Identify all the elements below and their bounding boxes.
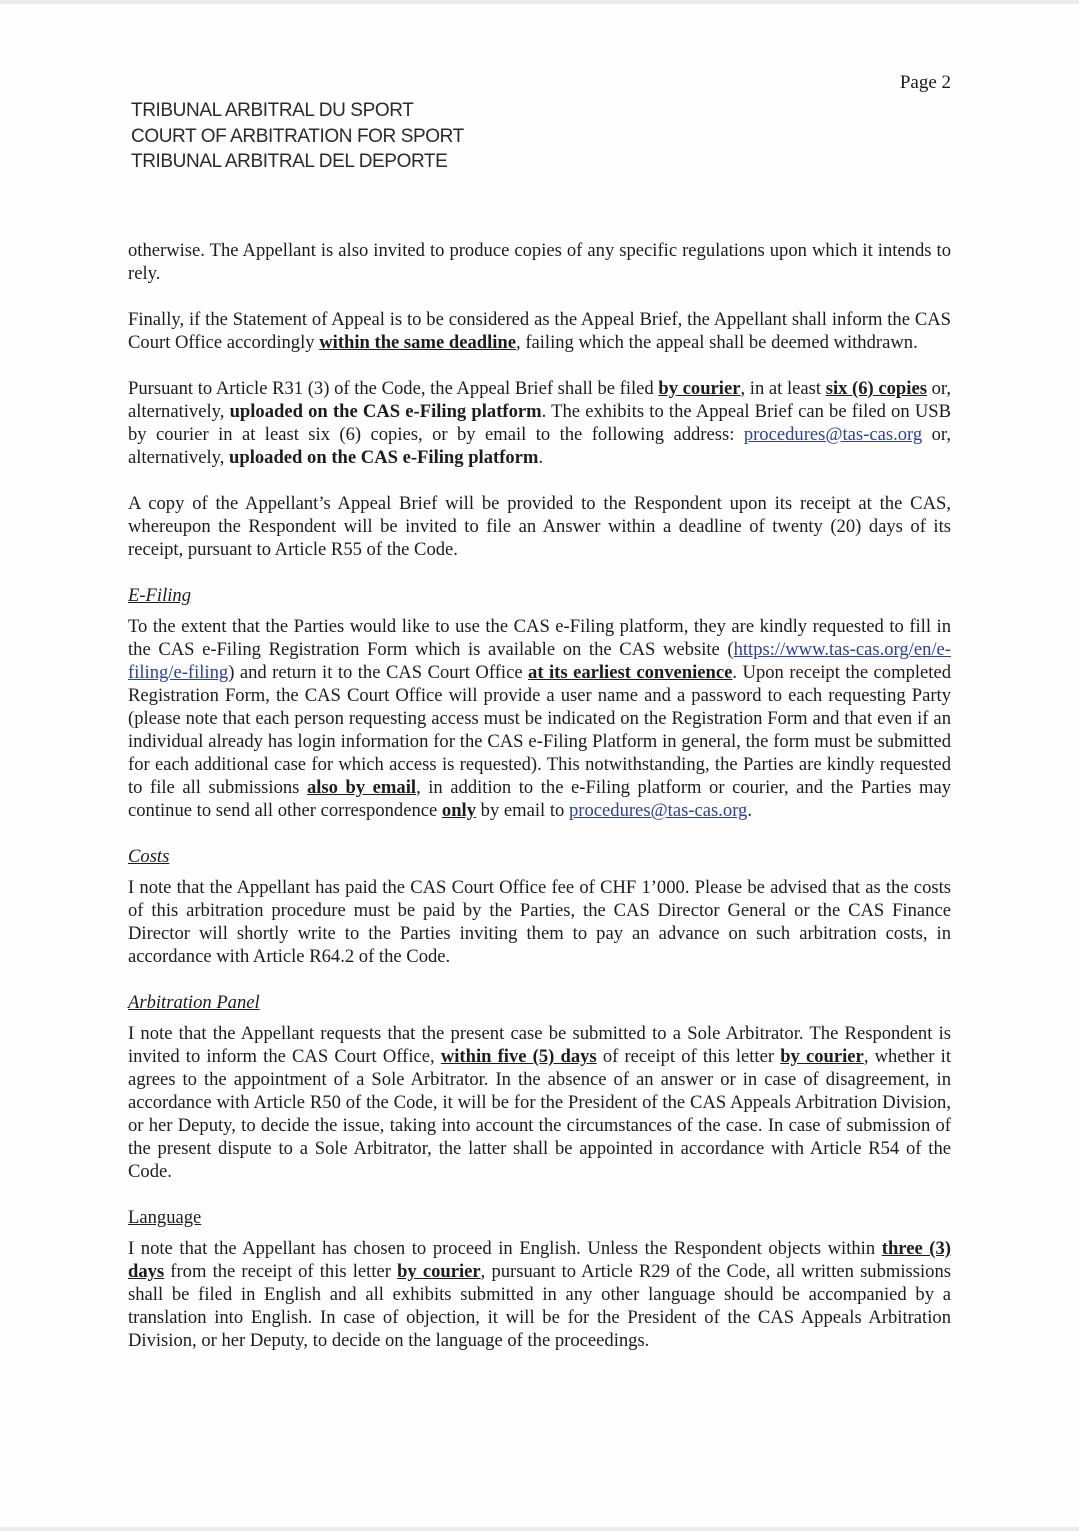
letter-body <box>128 239 951 1375</box>
paragraph-arbitration-panel: I note that the Appellant requests that the present case be submitted to a Sole Arbitrator. The Respondent is invited to inform the CAS Court Office, within five (5) days of receipt of this letter by courier, whether it agrees to the appointment of a Sole Arbitrator. In the absence of an answer or in case of disagreement, in accordance with Article R50 of the Code, it will be for the President of the CAS Appeals Arbitration Division, or her Deputy, to decide the issue, taking into account the circumstances of the case. In case of submission of the present dispute to a Sole Arbitrator, the latter shall be appointed in accordance with Article R54 of the Code. <box>128 1023 951 1182</box>
bold-efiling-upload-2: uploaded on the CAS e-Filing platform <box>229 447 539 468</box>
emphasis-deadline: within the same deadline <box>319 332 517 353</box>
page-number: Page 2 <box>899 72 951 93</box>
letterhead-line-fr: TRIBUNAL ARBITRAL DU SPORT <box>131 100 414 121</box>
paragraph-costs: I note that the Appellant has paid the CAS Court Office fee of CHF 1’000. Please be advised that as the costs of this arbitration procedure must be paid by the Parties, the CAS Director General or the CAS Finance Director will shortly write to the Parties inviting them to pay an advance on such arbitration costs, in accordance with Article R64.2 of the Code. <box>128 877 951 967</box>
paragraph-efiling: To the extent that the Parties would like to use the CAS e-Filing platform, they are kindly requested to fill in the CAS e-Filing Registration Form which is available on the CAS website (https://www.tas-cas.org/en/e-filing/e-filing) and return it to the CAS Court Office at its earliest convenience. Upon receipt the completed Registration Form, the CAS Court Office will provide a user name and a password to each requesting Party (please note that each person requesting access must be indicated on the Registration Form and that even if an individual already has login information for the CAS e-Filing Platform in general, the form must be submitted for each additional case for which access is requested). This notwithstanding, the Parties are kindly requested to file all submissions also by email, in addition to the e-Filing platform or courier, and the Parties may continue to send all other correspondence only by email to procedures@tas-cas.org. <box>128 616 951 821</box>
section-heading-language: Language <box>128 1207 202 1228</box>
section-heading-efiling: E-Filing <box>128 585 191 606</box>
paragraph-language: I note that the Appellant has chosen to proceed in English. Unless the Respondent objects within three (3) days from the receipt of this letter by courier, pursuant to Article R29 of the Code, all written submissions shall be filed in English and all exhibits submitted in any other language should be accompanied by a translation into English. In case of objection, it will be for the President of the CAS Appeals Arbitration Division, or her Deputy, to decide on the language of the proceedings. <box>128 1238 951 1351</box>
section-heading-arbitration-panel: Arbitration Panel <box>128 992 260 1013</box>
email-link-procedures[interactable]: procedures@tas-cas.org <box>743 424 923 445</box>
emphasis-only: only <box>441 800 477 821</box>
paragraph-regulations: otherwise. The Appellant is also invited to produce copies of any specific regulations upon which it intends to rely. <box>128 240 951 284</box>
paragraph-answer-deadline: A copy of the Appellant’s Appeal Brief will be provided to the Respondent upon its receipt at the CAS, whereupon the Respondent will be invited to file an Answer within a deadline of twenty (20) days of its receipt, pursuant to Article R55 of the Code. <box>128 493 951 560</box>
emphasis-by-courier-2: by courier <box>780 1046 864 1067</box>
emphasis-also-by-email: also by email <box>306 777 417 798</box>
emphasis-by-courier: by courier <box>658 378 741 399</box>
email-link-procedures-2[interactable]: procedures@tas-cas.org <box>568 800 748 821</box>
emphasis-earliest-convenience: at its earliest convenience <box>528 662 733 683</box>
emphasis-five-days: within five (5) days <box>440 1046 597 1067</box>
letterhead <box>131 98 464 175</box>
emphasis-by-courier-3: by courier <box>397 1261 481 1282</box>
efiling-website-link[interactable]: https://www.tas-cas.org/en/e-filing/e-filing <box>128 639 951 683</box>
paragraph-filing-method: Pursuant to Article R31 (3) of the Code, the Appeal Brief shall be filed by courier, in at least six (6) copies or, alternatively, uploaded on the CAS e-Filing platform. The exhibits to the Appeal Brief can be filed on USB by courier in at least six (6) copies, or by email to the following address: procedures@tas-cas.org or, alternatively, uploaded on the CAS e-Filing platform. <box>128 378 951 468</box>
document-page <box>0 4 1079 1527</box>
section-heading-costs: Costs <box>128 846 170 867</box>
emphasis-three-days: three (3) days <box>128 1238 951 1282</box>
emphasis-six-copies: six (6) copies <box>825 378 927 399</box>
letterhead-line-en: COURT OF ARBITRATION FOR SPORT <box>131 125 464 147</box>
paragraph-statement-as-brief: Finally, if the Statement of Appeal is to be considered as the Appeal Brief, the Appellant shall inform the CAS Court Office accordingly within the same deadline, failing which the appeal shall be deemed withdrawn. <box>128 309 951 353</box>
letterhead-line-es: TRIBUNAL ARBITRAL DEL DEPORTE <box>131 151 448 172</box>
bold-efiling-upload: uploaded on the CAS e-Filing platform <box>229 401 542 422</box>
